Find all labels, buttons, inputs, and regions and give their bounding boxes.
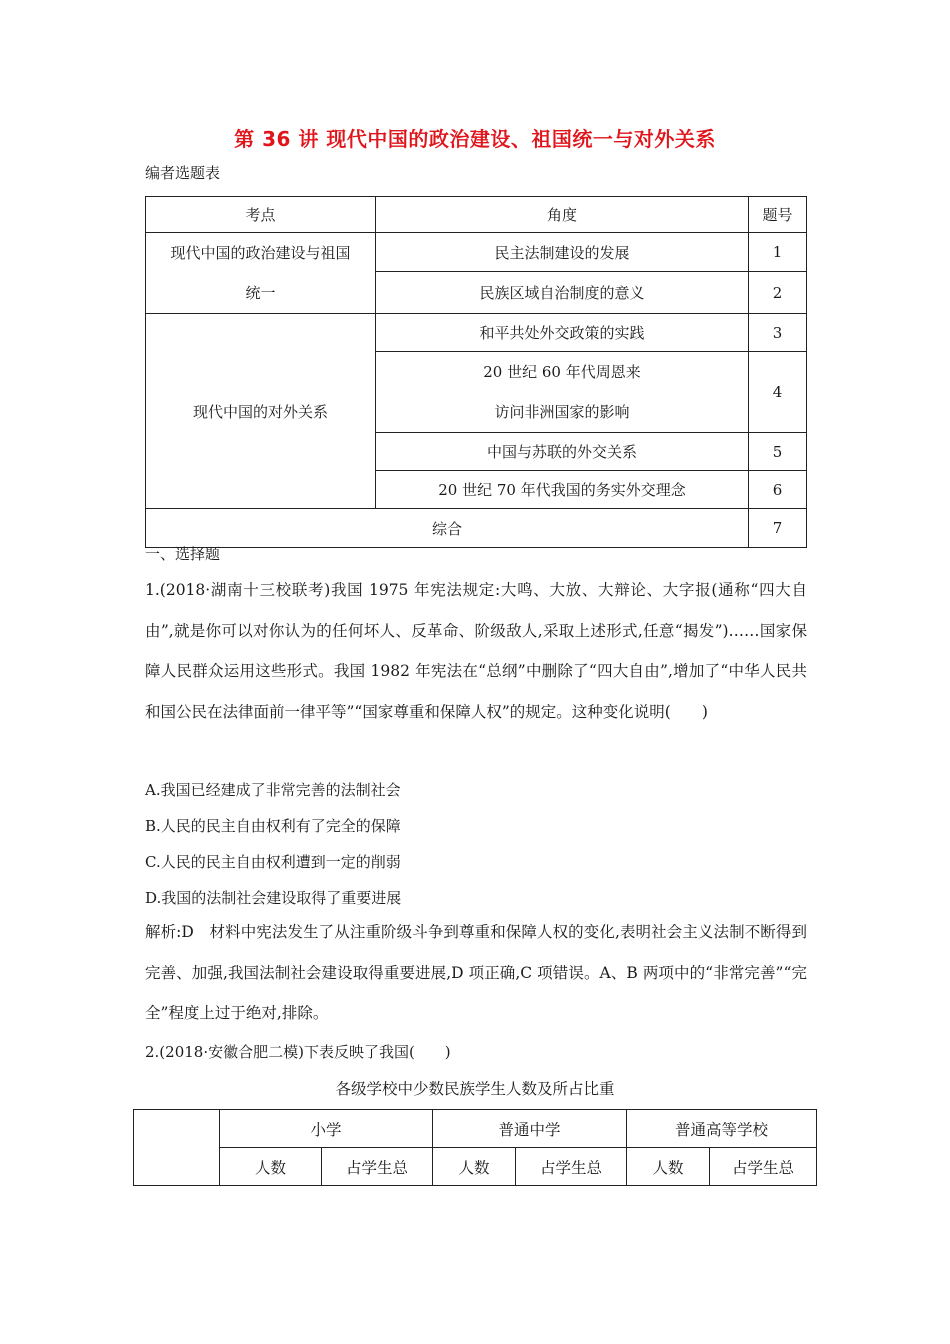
question-1-option-c: C.人民的民主自由权利遭到一定的削弱 bbox=[145, 853, 401, 871]
table-row bbox=[146, 233, 807, 272]
table-summary-row bbox=[146, 509, 807, 548]
subheader-cell: 占学生总 bbox=[710, 1148, 817, 1186]
number-cell: 4 bbox=[749, 352, 807, 433]
topic-line: 统一 bbox=[245, 284, 276, 302]
number-cell: 6 bbox=[749, 471, 807, 509]
subheader-cell: 占学生总 bbox=[322, 1148, 433, 1186]
minority-students-table bbox=[133, 1109, 817, 1186]
angle-cell: 中国与苏联的外交关系 bbox=[376, 433, 749, 471]
corner-cell bbox=[134, 1110, 220, 1186]
summary-label: 综合 bbox=[146, 509, 749, 548]
header-topic: 考点 bbox=[146, 197, 376, 233]
angle-cell: 民主法制建设的发展 bbox=[376, 233, 749, 272]
header-number: 题号 bbox=[749, 197, 807, 233]
number-cell: 7 bbox=[749, 509, 807, 548]
angle-cell: 民族区域自治制度的意义 bbox=[376, 272, 749, 314]
table-header-row bbox=[134, 1110, 817, 1148]
angle-cell: 和平共处外交政策的实践 bbox=[376, 314, 749, 352]
angle-cell: 20 世纪 70 年代我国的务实外交理念 bbox=[376, 471, 749, 509]
table-row bbox=[146, 314, 807, 352]
angle-line: 访问非洲国家的影响 bbox=[494, 403, 630, 421]
angle-cell bbox=[376, 352, 749, 433]
table-header-row bbox=[146, 197, 807, 233]
selection-table-caption: 编者选题表 bbox=[145, 164, 221, 182]
question-1-option-b: B.人民的民主自由权利有了完全的保障 bbox=[145, 817, 401, 835]
lesson-title: 第 36 讲 现代中国的政治建设、祖国统一与对外关系 bbox=[234, 127, 716, 151]
subheader-cell: 人数 bbox=[220, 1148, 322, 1186]
question-2-stem: 2.(2018·安徽合肥二模)下表反映了我国( ) bbox=[145, 1043, 451, 1061]
selection-table bbox=[145, 196, 807, 548]
question-1-option-d: D.我国的法制社会建设取得了重要进展 bbox=[145, 889, 402, 907]
topic-line: 现代中国的政治建设与祖国 bbox=[170, 244, 351, 262]
topic-cell bbox=[146, 233, 376, 314]
number-cell: 2 bbox=[749, 272, 807, 314]
section-heading: 一、选择题 bbox=[145, 545, 221, 563]
number-cell: 1 bbox=[749, 233, 807, 272]
question-1-analysis: 解析:D 材料中宪法发生了从注重阶级斗争到尊重和保障人权的变化,表明社会主义法制不断得到完善、加强,我国法制社会建设取得重要进展,D 项正确,C 项错误。A、B 两项中的“非常完善”“完全”程度上过于绝对,排除。 bbox=[145, 923, 807, 1022]
number-cell: 3 bbox=[749, 314, 807, 352]
table-subheader-row bbox=[134, 1148, 817, 1186]
header-angle: 角度 bbox=[376, 197, 749, 233]
subheader-cell: 人数 bbox=[433, 1148, 516, 1186]
question-1-option-a: A.我国已经建成了非常完善的法制社会 bbox=[145, 781, 401, 799]
number-cell: 5 bbox=[749, 433, 807, 471]
question-2-table-caption: 各级学校中少数民族学生人数及所占比重 bbox=[335, 1080, 615, 1098]
group-header-primary: 小学 bbox=[220, 1110, 433, 1148]
group-header-middle: 普通中学 bbox=[433, 1110, 627, 1148]
subheader-cell: 人数 bbox=[627, 1148, 710, 1186]
topic-cell: 现代中国的对外关系 bbox=[146, 314, 376, 509]
subheader-cell: 占学生总 bbox=[516, 1148, 627, 1186]
angle-line: 20 世纪 60 年代周恩来 bbox=[483, 363, 641, 381]
question-1-stem: 1.(2018·湖南十三校联考)我国 1975 年宪法规定:大鸣、大放、大辩论、大字报(通称“四大自由”,就是你可以对你认为的任何坏人、反革命、阶级敌人,采取上述形式,任意“揭发”)……国家保障人民群众运用这些形式。我国 1982 年宪法在“总纲”中删除了“四大自由”,增加了“中华人民共和国公民在法律面前一律平等”“国家尊重和保障人权”的规定。这种变化说明( ) bbox=[145, 581, 807, 721]
group-header-higher: 普通高等学校 bbox=[627, 1110, 817, 1148]
